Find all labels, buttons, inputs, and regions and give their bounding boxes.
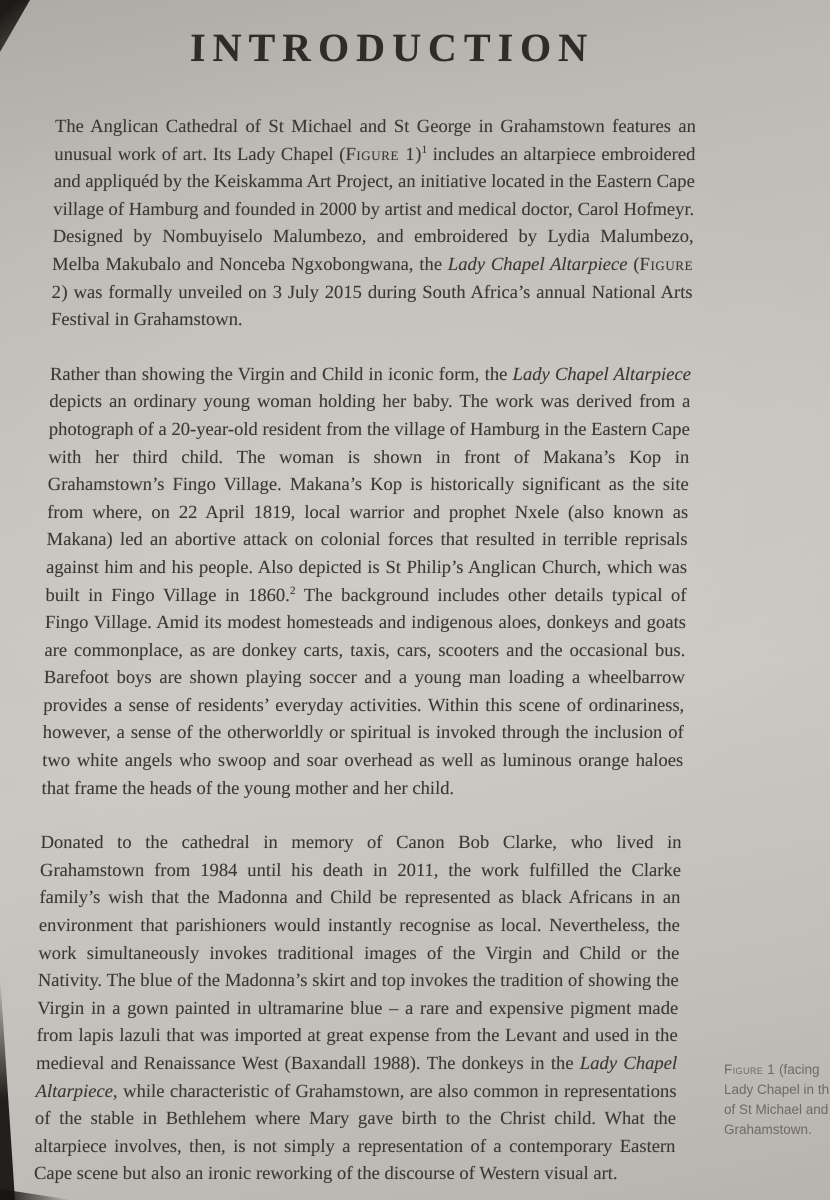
text-segment-sup: 1 — [421, 143, 428, 156]
text-segment-sup: 2 — [289, 584, 296, 597]
text-segment: Rather than showing the Virgin and Child in iconic form, the — [49, 363, 513, 385]
text-segment: Donated to the cathedral in memory of Canon Bob Clarke, who lived in Grahamstown from 1984 until his death in 2011, the work fulfilled the Clarke family’s wish that the Madonna and Child be represented as black Africans in an environment that parishioners would instantly recognise as local. Nevertheless, the work simultaneously invokes traditional images of the Virgin and Child or the Nativity. The blue of the Madonna’s skirt and top invokes the tradition of showing the Virgin in a gown painted in ultramarine blue – a rare and expensive pigment made from lapis lazuli that was imported at great expense from the Levant and used in the medieval and Renaissance West (Baxandall 1988). The donkeys in the — [35, 832, 682, 1074]
text-segment: ) — [415, 143, 422, 165]
figure-caption-line — [724, 1080, 830, 1100]
text-segment: Lady Chapel in th — [724, 1082, 830, 1097]
text-segment: The background includes other details typical of Fingo Village. Amid its modest homesteads and indigenous aloes, donkeys and goats are commonplace, as are donkey carts, taxis, cars, scooters and the occasional bus. Barefoot boys are shown playing soccer and a young man loading a wheelbarrow provides a sense of residents’ everyday activities. Within this scene of ordinariness, however, a sense of the otherworldly or spiritual is invoked through the inclusion of two white angels who swoop and soar overhead as well as luminous orange haloes that frame the heads of the young mother and her child. — [41, 584, 687, 799]
paragraph — [41, 361, 691, 803]
page-content — [33, 24, 698, 1200]
page-title: INTRODUCTION — [189, 25, 595, 70]
body-text — [34, 113, 697, 1188]
text-segment: Grahamstown. — [724, 1122, 812, 1137]
figure-caption-line — [724, 1100, 830, 1120]
text-segment: (facing — [775, 1062, 820, 1077]
text-segment: , while characteristic of Grahamstown, are also common in representations of the stable in Bethlehem where Mary gave birth to the Christ child. What the altarpiece involves, then, is not simply a representation of a contemporary Eastern Cape scene but also an ironic reworking of the discourse of Western visual art. — [33, 1080, 677, 1185]
figure-caption-line — [724, 1120, 830, 1140]
text-segment: ( — [627, 253, 640, 275]
text-segment-italic: Lady Chapel Altarpiece — [447, 253, 628, 275]
text-segment: of St Michael and — [724, 1102, 829, 1117]
paragraph — [34, 829, 682, 1188]
text-segment: The Anglican Cathedral of St Michael and St George in Grahamstown features an unusual work of art. Its Lady Chapel ( — [54, 116, 697, 165]
text-segment: includes an altarpiece embroidered and appliquéd by the Keiskamma Art Project, an initiative located in the Eastern Cape village of Hamburg and founded in 2000 by artist and medical doctor, Carol Hofmeyr. Designed by Nombuyiselo Malumbezo, and embroidered by Lydia Malumbezo, Melba Makubalo and Nonceba Ngxobongwana, the — [51, 143, 696, 275]
text-segment-italic: Lady Chapel Altarpiece — [512, 363, 692, 385]
text-segment-smallcaps: Figure 1 — [345, 143, 416, 165]
figure-caption — [724, 1060, 830, 1140]
figure-caption-line — [724, 1060, 830, 1080]
photo-backdrop-edge-bottom-left — [0, 975, 15, 1200]
paragraph — [51, 113, 696, 334]
text-segment-smallcaps: Figure 1 — [724, 1062, 776, 1077]
text-segment: depicts an ordinary young woman holding her baby. The work was derived from a photograph of a 20-year-old resident from the village of Hamburg in the Eastern Cape with her third child. The woman is shown in front of Makana’s Kop in Grahamstown’s Fingo Village. Makana’s Kop is historically significant as the site from where, on 22 April 1819, local warrior and prophet Nxele (also known as Makana) led an abortive attack on colonial forces that resulted in terrible reprisals against him and his people. Also depicted is St Philip’s Anglican Church, which was built in Fingo Village in 1860. — [45, 391, 691, 606]
photo-backdrop-corner-top-left — [0, 0, 30, 52]
text-segment: ) was formally unveiled on 3 July 2015 during South Africa’s annual National Arts Festival in Grahamstown. — [50, 281, 693, 331]
text-segment-smallcaps: Figure 2 — [51, 253, 694, 303]
text-segment-italic: Lady Chapel Altarpiece — [35, 1053, 678, 1102]
